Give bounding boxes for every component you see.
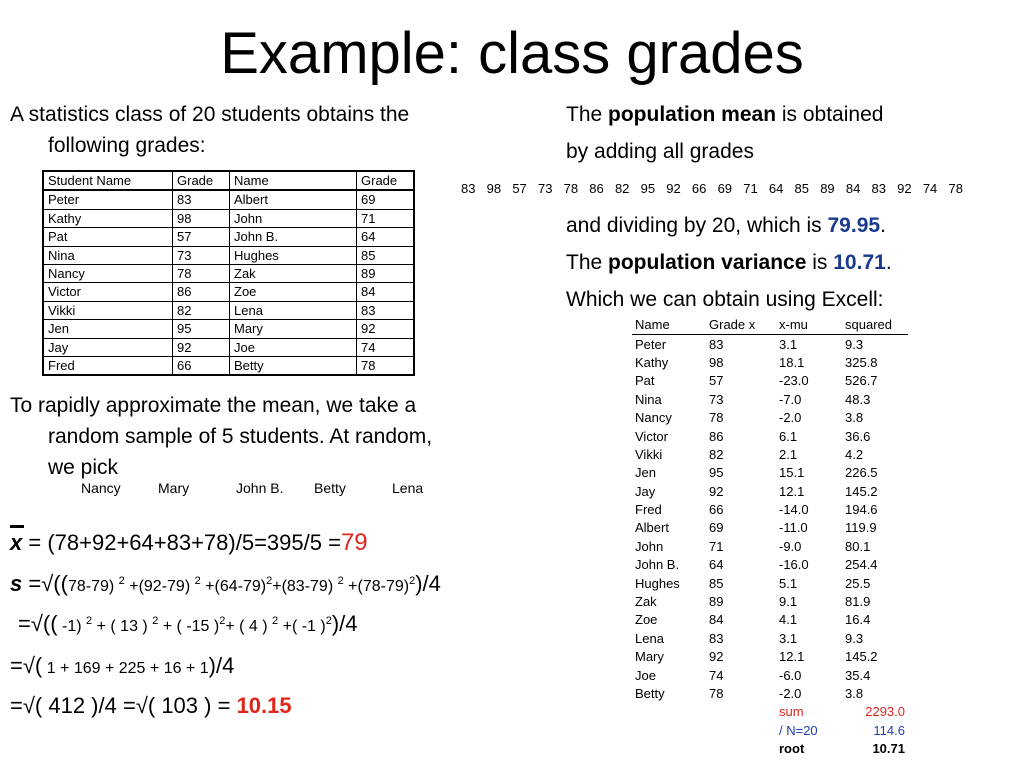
text-span: is obtained [776,103,884,126]
excel-header: x-mu [776,316,842,335]
excel-cell: John [635,538,664,554]
s-exponent: 2 [337,575,344,587]
excel-cell: 3.1 [779,336,798,352]
excel-cell: John B. [635,557,680,573]
sequence-grade: 95 [640,181,656,196]
grades-table-row [43,338,414,356]
term-population-variance: population variance [608,251,807,274]
s-term: 78-79) [67,578,119,595]
excel-cell: 325.8 [845,354,878,370]
excel-cell: Vikki [635,446,663,462]
excel-row [632,464,908,482]
excel-cell: Zak [635,594,657,610]
sequence-grade: 83 [871,181,886,196]
excel-cell: 526.7 [845,373,878,389]
grades-table-cell: Betty [230,356,357,375]
excel-row [632,611,908,629]
grades-table-cell: John [230,209,357,227]
excel-cell: 12.1 [779,649,805,665]
sample-line-2: random sample of 5 students. At random, [48,425,433,448]
variance-value: 10.71 [833,251,886,274]
excel-cell: Jen [635,465,656,481]
intro-line-2: following grades: [48,134,206,157]
s-formula-line-3 [10,653,234,679]
xbar-symbol: x [10,530,23,555]
excel-cell: 194.6 [845,502,878,518]
excel-cell: 57 [709,373,724,389]
grades-table-cell: Lena [230,301,357,319]
excel-cell: Lena [635,630,664,646]
excel-row [632,335,908,354]
s-line4-text: =√( 412 )/4 =√( 103 ) = [10,693,231,718]
sequence-grade: 57 [512,181,527,196]
s-term: +(92-79) [124,578,195,595]
xbar-expression: = (78+92+64+83+78)/5=395/5 = [28,530,341,555]
s-exponent: 2 [152,615,159,627]
s-line1-prefix: =√(( [28,571,68,596]
excel-cell: 89 [709,594,724,610]
excel-cell: -11.0 [779,520,808,536]
grades-table-cell: 85 [357,246,415,264]
excel-cell: -16.0 [779,557,809,573]
sequence-grade: 78 [948,181,963,196]
s-term: + ( -15 ) [158,618,220,635]
excel-cell: 15.1 [779,465,805,481]
grades-table-cell: Joe [230,338,357,356]
excel-row [632,556,908,574]
s-term: +(78-79) [343,578,410,595]
grades-table-row [43,209,414,227]
s-line2-suffix: )/4 [331,611,358,636]
excel-header: Grade x [706,316,776,335]
mean-line-1 [566,100,883,130]
excel-summary-row [632,722,908,740]
sequence-grade: 71 [743,181,758,196]
s-exponent: 2 [409,575,416,587]
grades-table-cell: 98 [173,209,230,227]
excel-cell: 92 [709,649,724,665]
excel-cell: 86 [709,428,724,444]
text-span: is [806,251,834,274]
grades-table [42,170,415,376]
grades-table-cell: 78 [173,264,230,282]
excel-cell: 254.4 [845,557,878,573]
s-formula-line-2 [18,611,358,637]
excel-cell: 119.9 [845,520,877,536]
grades-table-cell: Nina [43,246,173,264]
text-span: . [880,214,886,237]
excel-cell: 6.1 [779,428,798,444]
excel-cell: -23.0 [779,373,809,389]
picked-name: Mary [158,480,190,496]
grades-table-row [43,283,414,301]
grades-table-cell: Peter [43,190,173,209]
s-exponent: 2 [86,615,93,627]
grades-table-cell: 86 [173,283,230,301]
excel-cell: Hughes [635,575,680,591]
excel-table [632,316,908,758]
grades-table-row [43,228,414,246]
excel-cell: 35.4 [845,667,871,683]
sequence-grade: 73 [537,181,553,196]
s-term: -1) [57,618,87,635]
excel-cell: 48.3 [845,391,871,407]
excel-cell: -2.0 [779,410,802,426]
grades-table-row [43,320,414,338]
grades-table-row [43,356,414,375]
grades-table-cell: Kathy [43,209,173,227]
s-formula-line-4 [10,693,292,719]
grades-table-cell: Zak [230,264,357,282]
s-symbol: s [10,571,23,596]
excel-cell: Pat [635,373,655,389]
mean-value: 79.95 [827,214,881,237]
sequence-grade: 98 [486,181,502,196]
excel-cell: 4.1 [779,612,798,628]
term-population-mean: population mean [608,103,777,126]
excel-header: Name [632,316,706,335]
xbar-formula [10,529,368,557]
excel-row [632,446,908,464]
grades-table-cell: Fred [43,356,173,375]
grades-table-cell: Albert [230,190,357,209]
s-term: + ( 13 ) [92,618,153,635]
s-line3-suffix: )/4 [208,653,235,678]
text-span: The [566,251,609,274]
mean-line-3 [566,211,886,241]
mean-line-2: by adding all grades [566,140,754,163]
sequence-grade: 84 [845,181,861,196]
excel-cell: 66 [709,502,724,518]
s-exponent: 2 [194,575,201,587]
excel-row [632,427,908,445]
grades-table-cell: 69 [357,190,415,209]
excel-intro-line: Which we can obtain using Excell: [566,288,884,311]
grades-table-header: Student Name [43,171,173,190]
excel-n-value: 114.6 [873,722,905,738]
sequence-grade: 69 [717,181,733,196]
sequence-grade: 86 [589,181,604,196]
grades-table-cell: 57 [173,228,230,246]
grades-table-cell: 64 [357,228,415,246]
xbar-result: 79 [340,529,368,556]
s-term: + ( 4 ) [225,618,273,635]
s-line3-prefix: =√( [10,653,43,678]
excel-cell: 18.1 [779,354,805,370]
excel-cell: Zoe [635,612,658,628]
grades-table-cell: 95 [173,320,230,338]
excel-cell: 85 [709,575,724,591]
sample-line-1: To rapidly approximate the mean, we take a [10,394,417,417]
excel-cell: 78 [709,410,724,426]
excel-cell: 9.3 [845,630,864,646]
excel-cell: 5.1 [779,575,798,591]
excel-row [632,593,908,611]
intro-line-1: A statistics class of 20 students obtains the [10,103,410,126]
grades-table-cell: Pat [43,228,173,246]
excel-cell: 4.2 [845,446,864,462]
grades-table-cell: 73 [173,246,230,264]
excel-sum-label: sum [779,704,804,720]
grades-table-cell: 82 [173,301,230,319]
excel-cell: Peter [635,336,667,352]
excel-cell: 3.8 [845,410,864,426]
s-exponent: 2 [118,575,125,587]
s-term: +(64-79) [200,578,267,595]
excel-row [632,483,908,501]
excel-row [632,648,908,666]
grades-table-cell: 89 [357,264,415,282]
s-term: +(83-79) [272,578,338,595]
excel-cell: Victor [635,428,668,444]
excel-cell: Mary [635,649,664,665]
excel-cell: -2.0 [779,686,802,701]
grades-table-cell: 83 [357,301,415,319]
text-span: . [885,251,892,274]
excel-row [632,409,908,427]
excel-cell: 12.1 [779,483,805,499]
excel-cell: -14.0 [779,502,809,518]
s-line2-prefix: =√(( [18,611,58,636]
grades-table-cell: 92 [173,338,230,356]
grades-table-row [43,264,414,282]
excel-cell: 3.8 [845,686,864,701]
grades-table-header: Grade [173,171,230,190]
xbar-overline [10,525,24,528]
grades-table-row [43,246,414,264]
excel-sum-value: 2293.0 [865,704,905,720]
grades-table-cell: 74 [357,338,415,356]
grades-table-cell: 78 [357,356,415,375]
sequence-grade: 82 [614,181,630,196]
picked-name: John B. [236,480,284,496]
text-span: and dividing by 20, which is [566,214,828,237]
sequence-grade: 83 [461,181,476,196]
excel-cell: 9.1 [779,594,798,610]
excel-cell: 64 [709,557,724,573]
excel-row [632,685,908,703]
excel-summary-row [632,703,908,721]
grades-table-cell: Jen [43,320,173,338]
excel-row [632,630,908,648]
excel-row [632,666,908,684]
excel-cell: Betty [635,686,665,701]
excel-cell: 36.6 [845,428,871,444]
s-exponent: 2 [219,615,226,627]
excel-cell: 145.2 [845,649,878,665]
s-exponent: 2 [272,615,279,627]
excel-cell: 78 [709,686,724,701]
s-term: +( -1 ) [278,618,326,635]
grades-table-cell: Mary [230,320,357,338]
excel-cell: 83 [709,630,724,646]
excel-cell: 9.3 [845,336,864,352]
grades-table-cell: 84 [357,283,415,301]
excel-cell: Jay [635,483,656,499]
picked-name: Betty [314,480,346,496]
grades-table-cell: Jay [43,338,173,356]
excel-summary-row [632,740,908,758]
excel-n-label: / N=20 [779,722,818,738]
excel-cell: 71 [709,538,724,554]
excel-row [632,501,908,519]
sample-line-3: we pick [48,456,119,479]
picked-name: Nancy [81,480,121,496]
grades-table-cell: 71 [357,209,415,227]
excel-cell: 145.2 [845,483,878,499]
excel-cell: 73 [709,391,724,407]
excel-cell: -7.0 [779,391,802,407]
excel-cell: Kathy [635,354,669,370]
excel-cell: Albert [635,520,669,536]
excel-root-value: 10.71 [872,741,905,757]
grades-table-cell: John B. [230,228,357,246]
grades-table-header: Grade [357,171,415,190]
excel-cell: Joe [635,667,656,683]
grades-table-cell: 92 [357,320,415,338]
sequence-grade: 74 [922,181,938,196]
excel-row [632,538,908,556]
grades-table-row [43,301,414,319]
grades-sequence [461,181,974,196]
text-span: The [566,103,609,126]
sequence-grade: 64 [768,181,784,196]
grades-table-cell: Zoe [230,283,357,301]
s-formula-line-1 [10,571,441,597]
picked-name: Lena [392,480,424,496]
excel-cell: 92 [709,483,724,499]
s-line1-suffix: )/4 [415,571,441,596]
grades-table-row [43,190,414,209]
grades-table-cell: 66 [173,356,230,375]
variance-line [566,248,892,278]
grades-table-cell: Victor [43,283,173,301]
excel-cell: 98 [709,354,724,370]
excel-cell: 25.5 [845,575,871,591]
excel-cell: Fred [635,502,662,518]
excel-root-label: root [779,741,805,757]
excel-cell: 82 [709,446,724,462]
excel-cell: 74 [709,667,724,683]
excel-cell: 16.4 [845,612,871,628]
sequence-grade: 89 [820,181,835,196]
excel-header: squared [842,316,908,335]
excel-cell: 226.5 [845,465,878,481]
excel-cell: -9.0 [779,538,802,554]
grades-table-header: Name [230,171,357,190]
sequence-grade: 78 [563,181,579,196]
s-exponent: 2 [325,615,332,627]
excel-row [632,391,908,409]
excel-cell: Nancy [635,410,672,426]
sequence-grade: 92 [666,181,681,196]
sequence-grade: 92 [897,181,912,196]
excel-cell: 81.9 [845,594,871,610]
grades-table-cell: Vikki [43,301,173,319]
s-line4-result: 10.15 [236,693,292,718]
excel-cell: 2.1 [779,446,798,462]
excel-row [632,574,908,592]
sequence-grade: 85 [794,181,809,196]
grades-table-cell: 83 [173,190,230,209]
excel-cell: 84 [709,612,724,628]
excel-cell: 3.1 [779,630,798,646]
excel-cell: 95 [709,465,724,481]
grades-table-cell: Hughes [230,246,357,264]
excel-cell: 69 [709,520,724,536]
excel-cell: 83 [709,336,724,352]
excel-row [632,519,908,537]
s-exponent: 2 [266,575,273,587]
grades-table-cell: Nancy [43,264,173,282]
s-line3-mid: 1 + 169 + 225 + 16 + 1 [42,660,209,677]
excel-row [632,372,908,390]
sequence-grade: 66 [691,181,707,196]
excel-cell: Nina [635,391,662,407]
excel-cell: 80.1 [845,538,871,554]
excel-cell: -6.0 [779,667,802,683]
slide-title: Example: class grades [220,21,804,86]
excel-row [632,354,908,372]
